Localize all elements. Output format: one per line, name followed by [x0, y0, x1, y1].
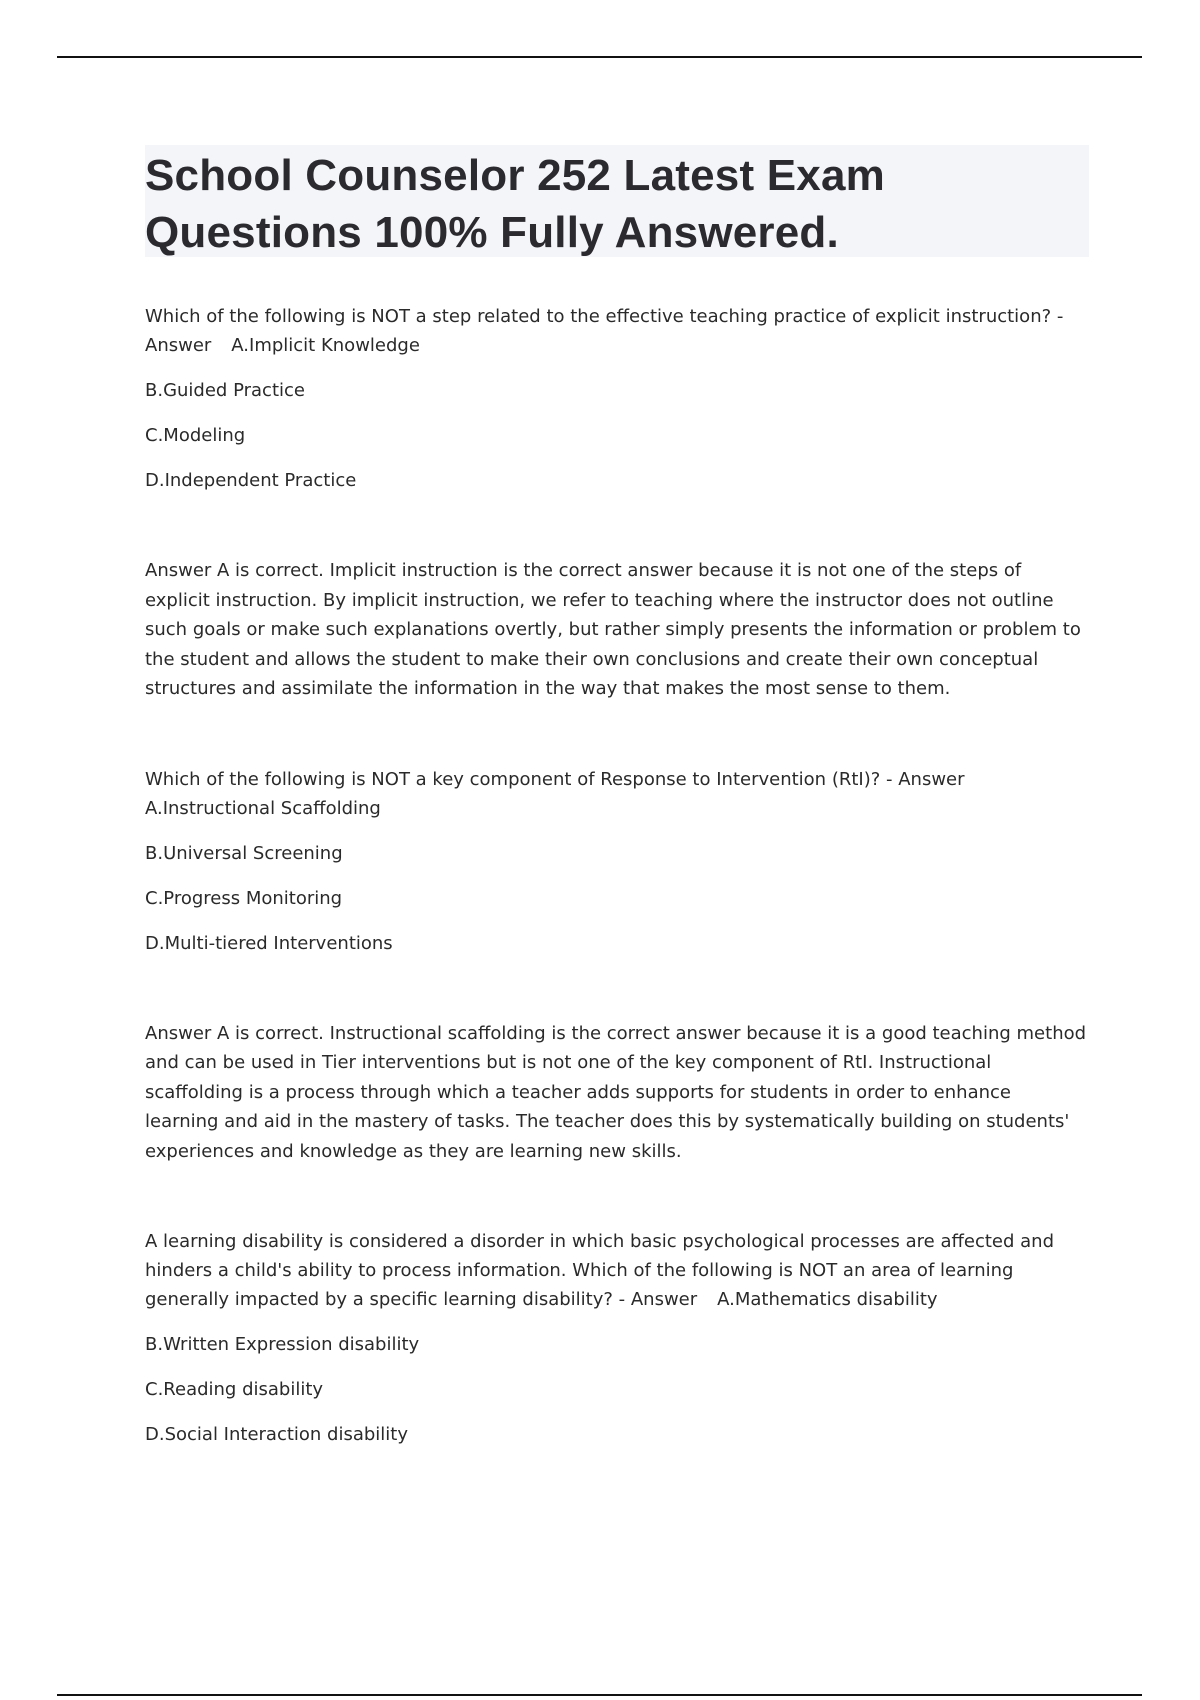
- question-2-option-a: A.Instructional Scaffolding: [145, 797, 381, 819]
- question-2-option-b: B.Universal Screening: [145, 842, 343, 864]
- question-2-explanation: Answer A is correct. Instructional scaffolding is the correct answer because it is a good teaching method and can be used in Tier interventions but is not one of the key component of RtI. Instructional scaffolding is a process through which a teacher adds supports for students in order to enhance learning and aid in the mastery of tasks. The teacher does this by systematically building on students' experiences and knowledge as they are learning new skills.: [145, 1022, 1087, 1162]
- question-1-prompt: [145, 302, 1090, 360]
- title-banner: [145, 145, 1089, 257]
- question-3-text: A learning disability is considered a disorder in which basic psychological processes are affected and hinders a child's ability to process information. Which of the following is NOT an area of learning generally impacted by a specific learning disability? - Answer: [145, 1231, 1055, 1310]
- question-1-option-c: C.Modeling: [145, 425, 246, 446]
- top-rule: [57, 56, 1142, 58]
- question-3-option-d: D.Social Interaction disability: [145, 1424, 409, 1445]
- question-3-prompt: [145, 1227, 1090, 1314]
- question-2-option-d: D.Multi-tiered Interventions: [145, 932, 393, 954]
- document-title: School Counselor 252 Latest Exam Questions 100% Fully Answered.: [145, 151, 885, 257]
- question-1-option-b: B.Guided Practice: [145, 380, 305, 401]
- question-1-explanation: Answer A is correct. Implicit instruction is the correct answer because it is not one of the steps of explicit instruction. By implicit instruction, we refer to teaching where the instructor does not outline such goals or make such explanations overtly, but rather simply presents the information or problem to the student and allows the student to make their own conclusions and create their own conceptual structures and assimilate the information in the way that makes the most sense to them.: [145, 560, 1081, 699]
- bottom-rule: [57, 1694, 1142, 1696]
- question-3-option-c: C.Reading disability: [145, 1379, 324, 1400]
- document-body: [145, 302, 1090, 1449]
- question-2-option-c: C.Progress Monitoring: [145, 887, 343, 909]
- question-1-option-d: D.Independent Practice: [145, 470, 357, 491]
- question-3-option-b: B.Written Expression disability: [145, 1334, 420, 1355]
- question-1-text: Which of the following is NOT a step related to the effective teaching practice of explicit instruction? - Answer: [145, 306, 1064, 356]
- question-3-option-a: A.Mathematics disability: [717, 1289, 938, 1310]
- question-2-text: Which of the following is NOT a key component of Response to Intervention (RtI)? - Answer: [145, 768, 965, 790]
- question-2-prompt: [145, 765, 1090, 823]
- question-1-option-a: A.Implicit Knowledge: [231, 335, 420, 356]
